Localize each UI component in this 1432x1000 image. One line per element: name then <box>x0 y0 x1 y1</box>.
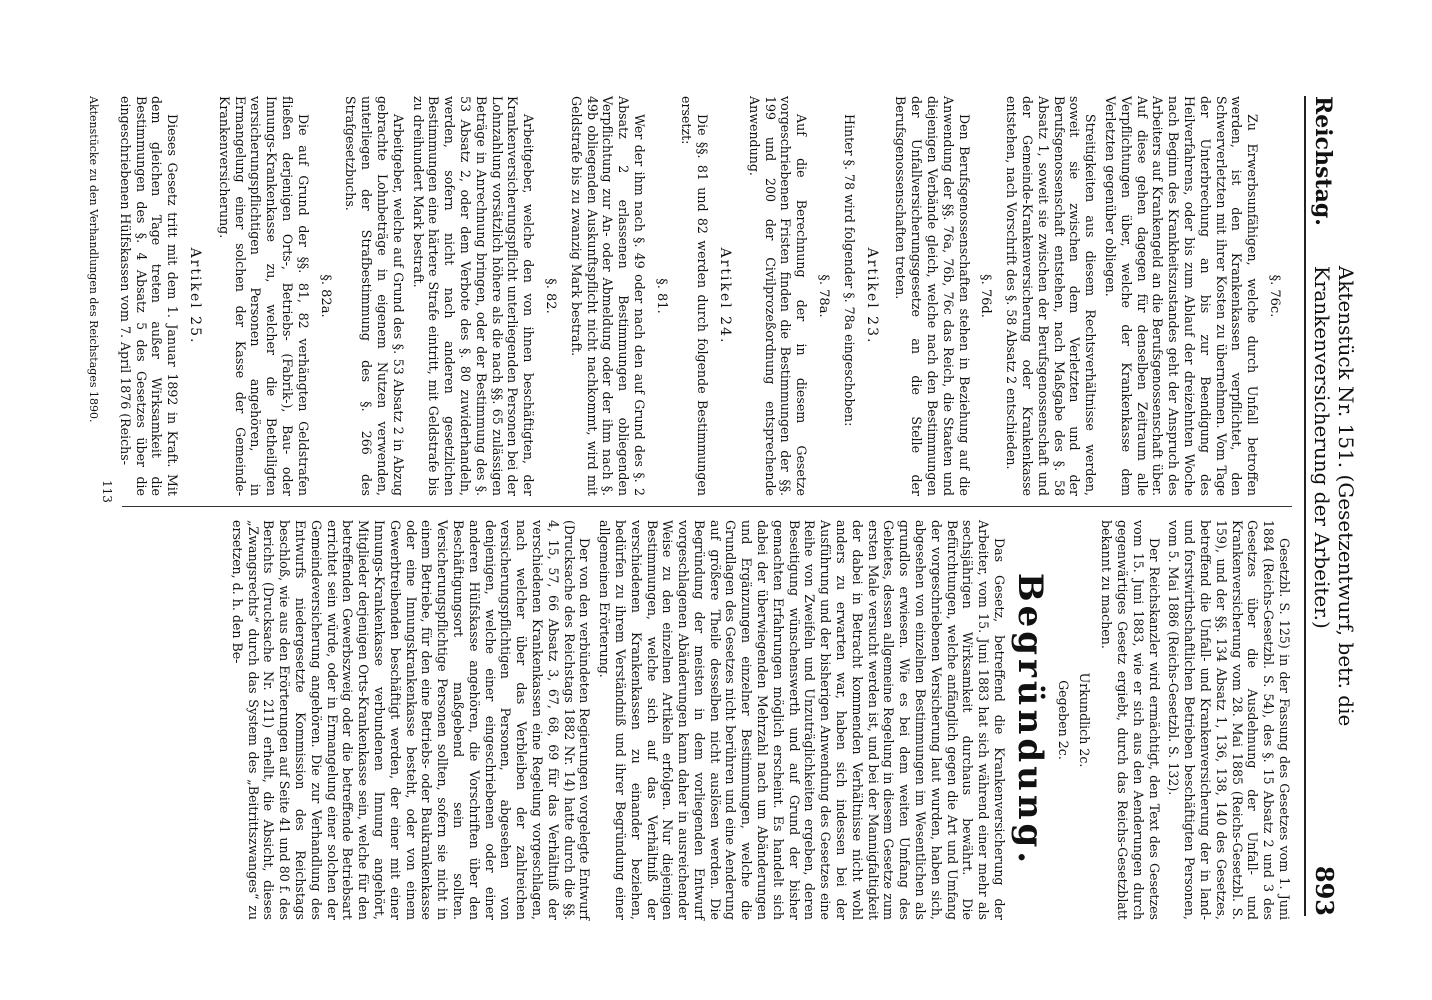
paragraph: Zu Erwerbsunfähigen, welche durch Unfall betroffen werden, ist den Krankenkassen verpflichtet, den Schwerverletzten mit ihrer Kosten zu übernehmen. Vom Tage der Unterbrechung an bis zur Beendigung des Heilverfahrens, oder bis zum Ablauf der dreizehnten Woche nach Beginn des Krankheitszustandes geht der Anspruch des Arbeiters auf Krankengeld an die Berufsgenossenschaft über. Auf diese gehen dagegen für denselben Zeitraum alle Verpflichtungen über, welche der Krankenkasse dem Verletzten gegenüber obliegen. <box>1103 96 1261 496</box>
right-column <box>225 520 1292 920</box>
paragraph: Das Gesetz, betreffend die Krankenversicherung der Arbeiter, vom 15. Juni 1883 hat sich während einer mehr als sechsjährigen Wirksamkeit durchaus bewährt. Die Befürchtungen, welche anfänglich gegen die Art und Umfang der vorgeschriebenen Versicherung laut wurden, haben sich, abgesehen von einzelnen Bestimmungen im Wesentlichen als grundlos erwiesen. Wie es bei dem weiten Umfang des Gebietes, dessen allgemeine Regelung in diesem Gesetze zum ersten Male versucht werden ist, und bei der Mannigfaltigkeit der dabei in Betracht kommenden Verhältnisse nicht wohl anders zu erwarten war, haben sich indessen bei der Ausführung und der bisherigen Anwendung des Gesetzes eine Reihe von Zweifeln und Unzuträglichkeiten ergeben, deren Beseitigung wünschenswerth und auf Grund der bisher gemachten Erfahrungen möglich erscheint. Es handelt sich dabei der überwiegenden Mehrzahl nach um Abänderungen und Ergänzungen einzelner Bestimmungen, welche die Grundlagen des Gesetzes nicht berühren und eine Aenderung auf größere Theile desselben nicht auslösen werden. Die Begründung der meisten in dem vorliegenden Entwurf vorgeschlagenen Abänderungen kann daher in ausreichender Weise zu den einzelnen Artikeln erfolgen. Nur diejenigen Bestimmungen, welche sich auf das Verhältniß der verschiedenen Krankenkassen zu einander beziehen, bedürfen zu ihrem Verständniß und ihrer Begründung einer allgemeinen Erörterung. <box>597 520 1008 920</box>
section-heading: §. 76d. <box>978 274 994 318</box>
left-column <box>81 96 1292 496</box>
paragraph: Wer der ihm nach §. 49 oder nach den auf Grund des §. 2 Absatz 2 erlassenen Bestimmungen obliegenden Verpflichtung zur An- oder Abmeldung oder der ihm nach §. 49b obliegenden Auskunftspflicht nicht nachkommt, wird mit Geldstrafe bis zu zwanzig Mark bestraft. <box>568 96 647 496</box>
article-heading: Artikel 24. <box>717 247 734 345</box>
column-divider <box>122 506 1292 507</box>
page-footer-number: 113 <box>100 480 114 503</box>
paragraph: Hinter §. 78 wird folgender §. 78a eingeschoben: <box>841 114 857 427</box>
paragraph: Gesetzbl. S. 125) in der Fassung des Gesetzes vom 1. Juni 1884 (Reichs-Gesetzbl. S. 54), des §. 15 Absatz 2 und 3 des Gesetzes über die Ausdehnung der Unfall- und Krankenversicherung vom 28. Mai 1885 (Reichs-Gesetzbl. S. 159), und der §§. 134 Absatz 1, 136, 138, 140 des Gesetzes, betreffend die Unfall- und Krankenversicherung der in land- und forstwirthschaftlichen Betrieben beschäftigten Personen, vom 5. Mai 1886 (Reichs-Gesetzbl. S. 132). <box>1166 520 1292 920</box>
section-heading: §. 82a. <box>317 274 333 318</box>
signature-line: Urkundlich 2c. <box>1077 672 1093 768</box>
footnote: Aktenstücke zu den Verhandlungen des Reichstages 1890. <box>87 96 100 423</box>
paragraph: Die §§. 81 und 82 werden durch folgende Bestimmungen ersetzt: <box>679 96 711 496</box>
paragraph: Dieses Gesetz tritt mit dem 1. Januar 1892 in Kraft. Mit dem gleichen Tage treten außer Wirksamkeit die Bestimmungen des §. 4 Absatz 5 des Gesetzes über die eingeschriebenen Hülfskassen vom 7. April 1876 (Reichs- <box>117 96 181 496</box>
section-heading: §. 76c. <box>1267 274 1282 318</box>
header-page-number: 893 <box>1310 865 1339 916</box>
header-center: Aktenstück Nr. 151. (Gesetzentwurf, betr. die Krankenversicherung der Arbeiter.) <box>1310 265 1358 727</box>
page-header <box>1304 96 1358 916</box>
paragraph: Der von den verbündeten Regierungen vorgelegte Entwurf (Drucksache des Reichstags 1882 Nr. 14) hatte durch die §§. 4, 15, 57, 66 Absatz 3, 67, 68, 69 für das Verhältniß der verschiedenen Krankenkassen eine Regelung vorgeschlagen, nach welcher über das Verbleiben der zahlreichen versicherungspflichtigen Personen, abgesehen von denjenigen, welche einer eingeschriebenen oder einer anderen Hülfskasse angehören, die Vorschriften über den Beschäftigungsort maßgebend sein sollten. Versicherungspflichtige Personen sollten, sofern sie nicht in einem Betriebe, für den eine Betriebs- oder Baukrankenkasse oder eine Innungskrankenkasse besteht, oder von einem Gewerbtreibenden beschäftigt werden, der einer mit einer Innungs-Krankenkasse verbundenen Innung angehört, Mitglieder derjenigen Orts-Krankenkasse sein, welche für den betreffenden Gewerbszweig oder die betreffende Betriebsart errichtet sein würde, oder in Ermangelung einer solchen der Gemeindeversicherung angehören. Die zur Verhandlung des Entwurfs niedergesetzte Kommission des Reichstags beschloß, wie aus den Erörterungen auf Seite 41 und 80 f. des Berichts (Drucksache Nr. 211) erhellt, die Absicht, dieses „Zwangsrechts“ durch das System des „Beitrittszwanges“ zu ersetzen, d. h. den Be- <box>229 520 593 920</box>
paragraph: Streitigkeiten aus diesem Rechtsverhältnisse werden, soweit sie zwischen dem Verletzten und der Berufsgenossenschaft entstehen, nach Maßgabe des §. 58 Absatz 1, soweit sie zwischen der Berufsgenossenschaft und der Gemeinde-Krankenversicherung oder Krankenkasse entstehen, nach Vorschrift des §. 58 Absatz 2 entschieden. <box>1004 96 1099 496</box>
section-title: Begründung. <box>1009 572 1050 868</box>
section-heading: §. 78a. <box>816 274 832 318</box>
header-left: Reichstag. <box>1310 96 1336 226</box>
paragraph: Der Reichskanzler wird ermächtigt, den Text des Gesetzes vom 15. Juni 1883, wie er sich aus den Aenderungen durch gegenwärtiges Gesetz ergiebt, durch das Reichs-Gesetzblatt bekannt zu machen. <box>1099 520 1162 920</box>
paragraph: Arbeitgeber, welche den von ihnen beschäftigten, der Krankenversicherungspflicht unterliegenden Personen bei der Lohnzahlung vorsätzlich höhere als die nach §§. 65 zulässigen Beträge in Anrechnung bringen, oder der Bestimmung des §. 53 Absatz 2, oder dem Verbote des §. 80 zuwiderhandeln, werden, sofern nicht nach anderen gesetzlichen Bestimmungen eine härtere Strafe eintritt, mit Geldstrafe bis zu dreihundert Mark bestraft. <box>410 96 537 496</box>
paragraph: Die auf Grund der §§. 81, 82 verhängten Geldstrafen fließen derjenigen Orts-, Betriebs- (Fabrik-), Bau- oder Innungs-Krankenkasse zu, welcher die Betheiligten versicherungspflichtigen Personen angehören, in Ermangelung einer solchen der Kasse der Gemeinde-Krankenversicherung. <box>216 96 311 496</box>
article-heading: Artikel 23. <box>863 247 880 345</box>
paragraph: Arbeitgeber, welche auf Grund des §. 53 Absatz 2 in Abzug gebrachte Lohnbeträge in eigenem Nutzen verwenden, unterliegen der Strafbestimmung des §. 266 des Strafgesetzbuchs. <box>343 96 406 496</box>
article-heading: Artikel 25. <box>186 247 203 345</box>
section-heading: §. 82. <box>542 278 558 314</box>
paragraph: Auf die Berechnung der in diesem Gesetze vorgeschriebenen Fristen finden die Bestimmungen der §§. 199 und 200 der Civilprozeßordnung entsprechende Anwendung. <box>746 96 810 496</box>
paragraph: Den Berufsgenossenschaften stehen in Beziehung auf die Anwendung der §§. 76a, 76b, 76c das Reich, die Staaten und diejenigen Verbände gleich, welche nach den Bestimmungen der Unfallversicherungsgesetze an die Stelle der Berufsgenossenschaften treten. <box>893 96 972 496</box>
signature-line: Gegeben 2c. <box>1055 680 1071 760</box>
section-heading: §. 81. <box>653 278 669 314</box>
